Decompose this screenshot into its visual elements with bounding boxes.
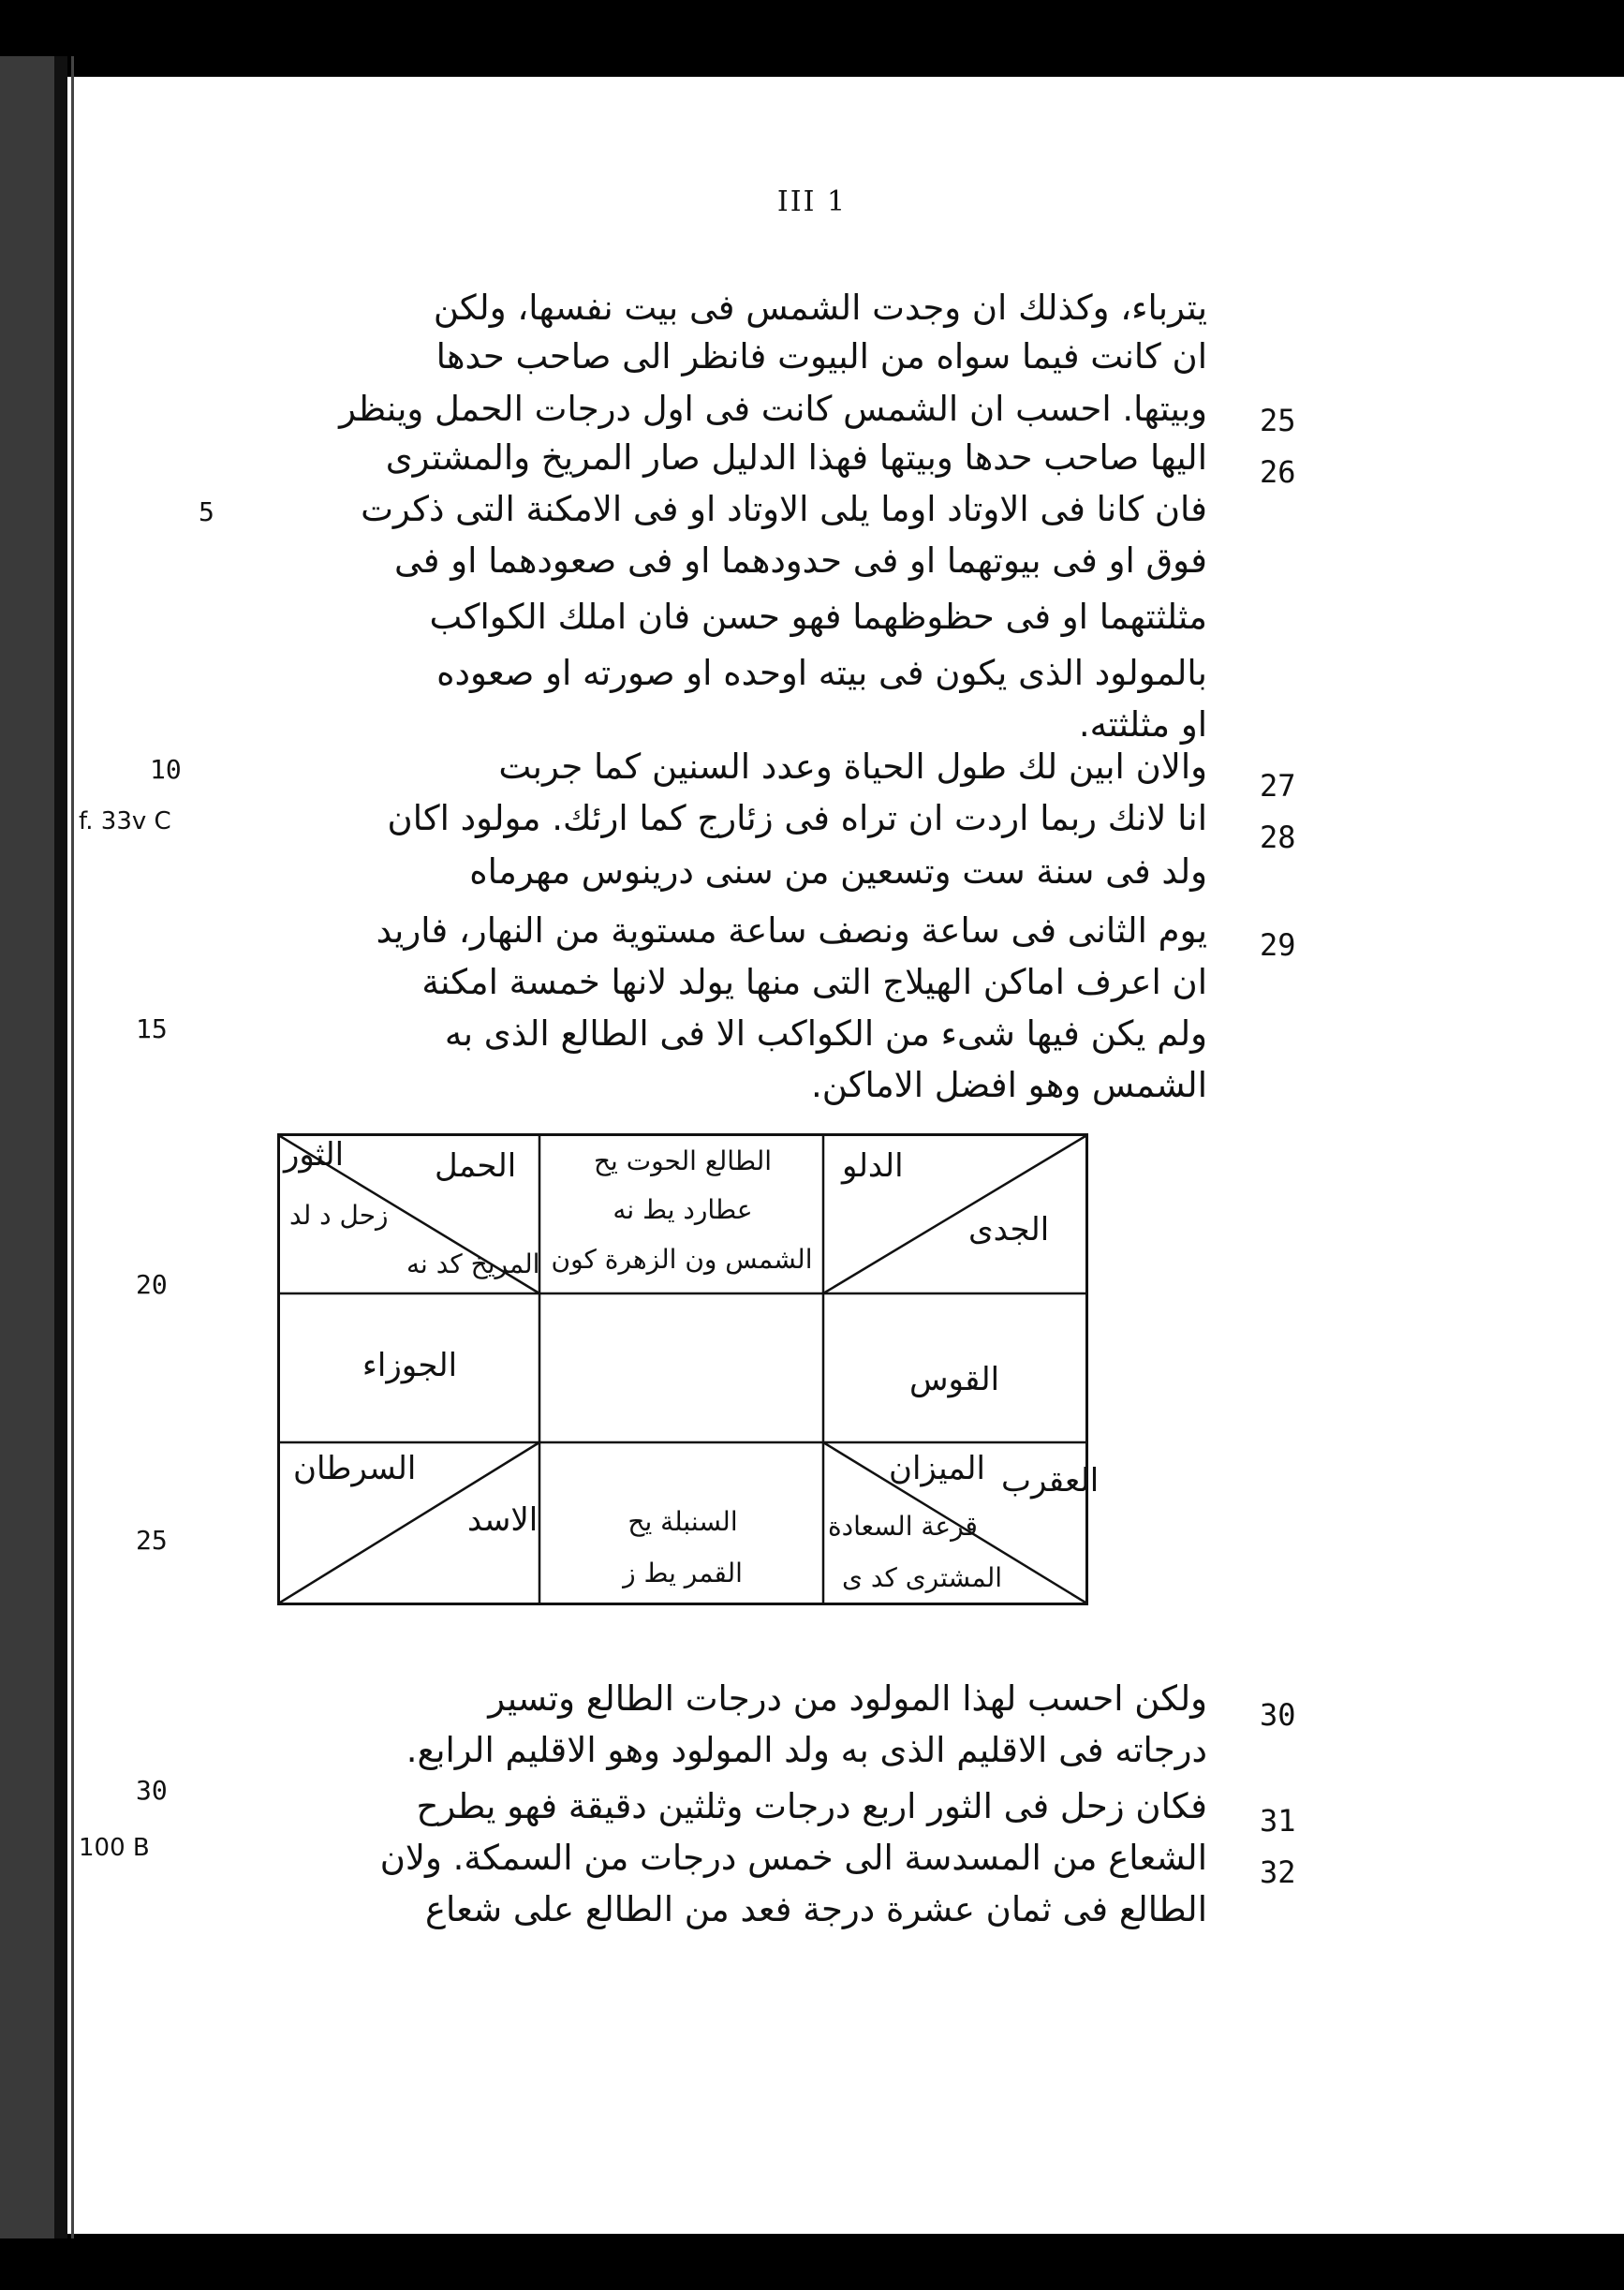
text-line: وبيتها. احسب ان الشمس كانت فى اول درجات الحمل وينظر xyxy=(339,389,1207,429)
horoscope-chart xyxy=(277,1133,1100,1605)
planet-note-mars: المريخ كد نه xyxy=(406,1248,540,1279)
lot-of-fortune: قرعة السعادة xyxy=(828,1511,978,1542)
text-line: مثلثتهما او فى حظوظهما فهو حسن فان املك الكواكب xyxy=(429,597,1207,637)
planet-note-sun-venus: الشمس ون الزهرة كون xyxy=(551,1244,813,1275)
sign-gemini: الجوزاء xyxy=(362,1347,458,1384)
text-line: يترباء، وكذلك ان وجدت الشمس فى بيت نفسها، ولكن xyxy=(433,288,1207,328)
text-line: يوم الثانى فى ساعة ونصف ساعة مستوية من النهار، فاريد xyxy=(376,910,1207,951)
line-number: 10 xyxy=(150,754,182,785)
sign-aquarius: الدلو xyxy=(842,1147,904,1185)
text-line: الطالع فى ثمان عشرة درجة فعد من الطالع على شعاع xyxy=(424,1889,1207,1929)
planet-note-mercury: عطارد يط نه xyxy=(613,1194,753,1225)
line-number: 15 xyxy=(136,1013,168,1044)
text-line: فوق او فى بيوتهما او فى حدودهما او فى صعودهما او فى xyxy=(393,540,1207,581)
text-line: فكان زحل فى الثور اربع درجات وثلثين دقيقة فهو يطرح xyxy=(416,1786,1207,1826)
text-line: او مثلثته. xyxy=(1078,704,1207,745)
scan-top-border xyxy=(0,0,1624,77)
text-line: ولد فى سنة ست وتسعين من سنى درينوس مهرماه xyxy=(469,851,1207,892)
sign-libra: الميزان xyxy=(889,1450,985,1487)
scan-left-border xyxy=(0,56,54,2238)
sign-cancer: السرطان xyxy=(293,1450,417,1487)
text-line: ولكن احسب لهذا المولود من درجات الطالع وتسير xyxy=(488,1678,1207,1719)
sign-virgo: السنبلة يح xyxy=(627,1506,738,1537)
planet-note-jupiter: المشترى كد ى xyxy=(842,1562,1003,1593)
text-line: اليها صاحب حدها وبيتها فهذا الدليل صار المريخ والمشترى xyxy=(385,437,1207,478)
planet-note-moon: القمر يط ز xyxy=(623,1558,743,1588)
planet-note-saturn: زحل د لد xyxy=(289,1200,389,1231)
section-number: 25 xyxy=(1260,403,1296,438)
text-line: فان كانا فى الاوتاد اوما يلى الاوتاد او فى الامكنة التى ذكرت xyxy=(361,489,1207,529)
scan-bottom-border xyxy=(0,2234,1624,2290)
section-number: 31 xyxy=(1260,1803,1296,1839)
page-header: III 1 xyxy=(776,185,848,218)
line-number: 5 xyxy=(199,496,214,527)
text-line: الشعاع من المسدسة الى خمس درجات من السمكة. ولان xyxy=(379,1838,1207,1878)
text-line: والان ابين لك طول الحياة وعدد السنين كما جربت xyxy=(498,746,1207,787)
text-line: ان اعرف اماكن الهيلاج التى منها يولد لانها خمسة امكنة xyxy=(421,962,1207,1002)
text-line: بالمولود الذى يكون فى بيته اوحده او صورته او صعوده xyxy=(436,653,1207,693)
sign-aries: الحمل xyxy=(435,1147,517,1185)
section-number: 30 xyxy=(1260,1697,1296,1733)
sign-leo: الاسد xyxy=(467,1501,539,1539)
line-number: 20 xyxy=(136,1269,168,1300)
line-number: 25 xyxy=(136,1525,168,1556)
manuscript-reference: 100 B xyxy=(79,1834,150,1862)
text-line: درجاته فى الاقليم الذى به ولد المولود وهو الاقليم الرابع. xyxy=(406,1730,1207,1770)
text-line: انا لانك ربما اردت ان تراه فى زئارج كما ارئك. مولود اكان xyxy=(387,798,1207,838)
binding-line xyxy=(71,56,74,2238)
text-line: الشمس وهو افضل الاماكن. xyxy=(811,1065,1207,1105)
binding-gutter xyxy=(54,56,67,2238)
section-number: 26 xyxy=(1260,454,1296,490)
section-number: 32 xyxy=(1260,1854,1296,1890)
ascendant-pisces: الطالع الحوت يح xyxy=(593,1145,773,1176)
text-line: ان كانت فيما سواه من البيوت فانظر الى صاحب حدها xyxy=(436,336,1207,377)
folio-reference: f. 33v C xyxy=(79,807,171,835)
section-number: 27 xyxy=(1260,768,1296,804)
line-number: 30 xyxy=(136,1775,168,1806)
sign-sagittarius: القوس xyxy=(908,1361,1000,1398)
section-number: 29 xyxy=(1260,927,1296,963)
section-number: 28 xyxy=(1260,820,1296,855)
sign-scorpio: العقرب xyxy=(1001,1462,1100,1500)
sign-taurus: الثور xyxy=(284,1136,345,1174)
text-line: ولم يكن فيها شىء من الكواكب الا فى الطالع الذى به xyxy=(444,1013,1207,1054)
sign-capricorn: الجدى xyxy=(968,1211,1050,1248)
